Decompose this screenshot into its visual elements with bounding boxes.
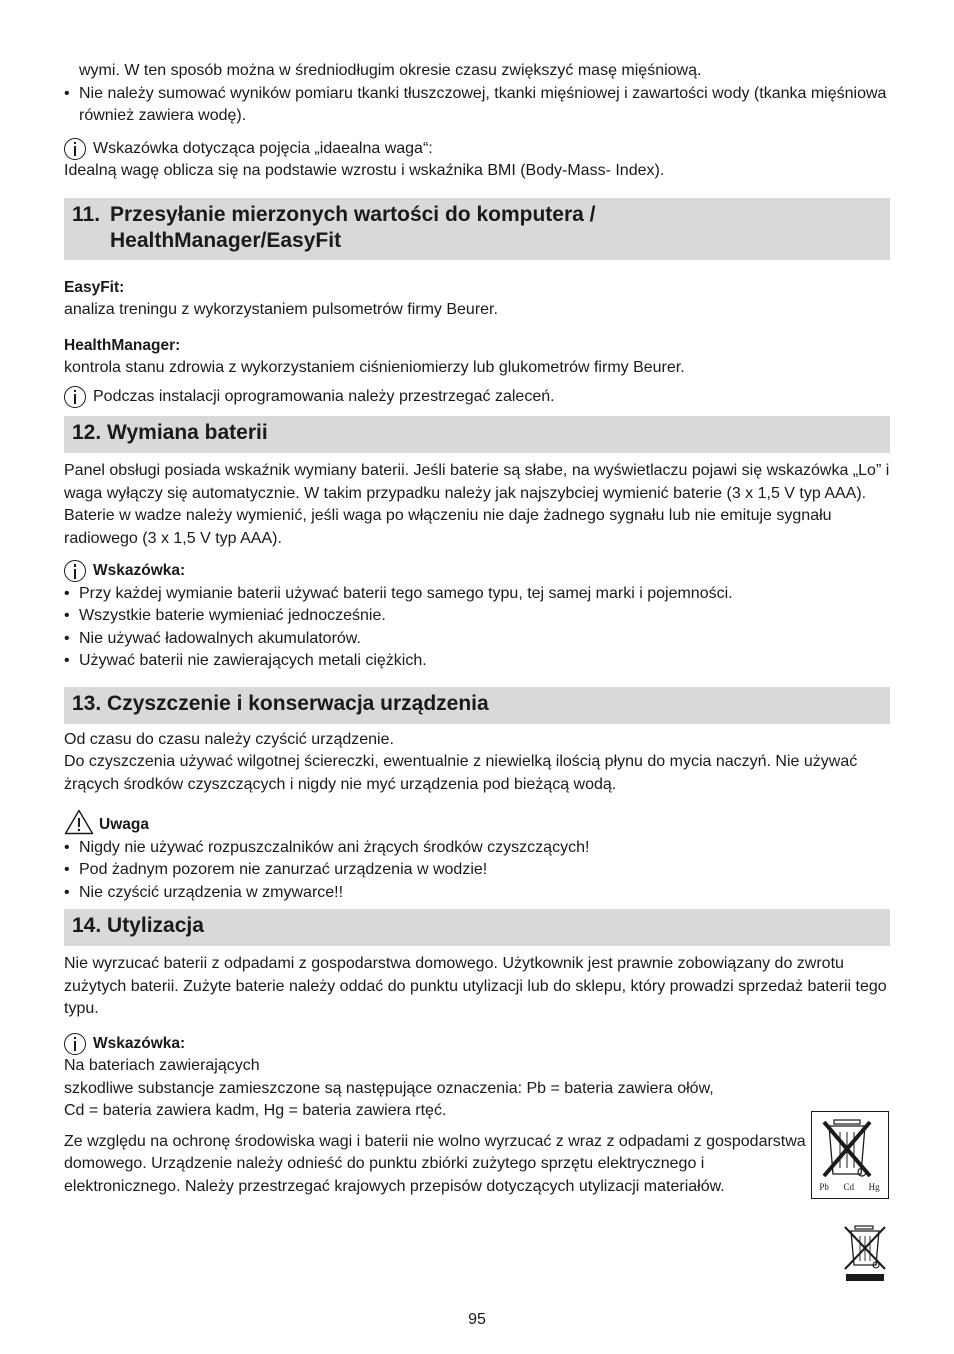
heavy-metal-labels: [812, 1182, 887, 1192]
disposal-note-line1: Na bateriach zawierających: [64, 1057, 260, 1074]
list-item: • Wszystkie baterie wymieniać jednocześnie.: [64, 605, 890, 628]
healthmanager-label: HealthManager:: [64, 336, 181, 354]
hg-label: Hg: [868, 1182, 880, 1192]
section-11-title-line2: HealthManager/EasyFit: [110, 228, 342, 252]
ideal-weight-note-title: Wskazówka dotycząca pojęcia „idaealna waga“:: [93, 139, 433, 157]
easyfit-label: EasyFit:: [64, 278, 125, 296]
disposal-paragraph: Nie wyrzucać baterii z odpadami z gospodarstwa domowego. Użytkownik jest prawnie zobowiązany do zwrotu zużytych baterii. Zużyte baterie należy oddać do punktu utylizacji lub do sklepu, który prowadzi sprzedaż baterii tego typu.: [64, 955, 887, 1017]
cleaning-warning-label: Uwaga: [99, 816, 149, 833]
section-12-heading: 12. Wymiana baterii: [64, 416, 890, 453]
healthmanager-text: kontrola stanu zdrowia z wykorzystaniem ciśnieniomierzy lub glukometrów firmy Beurer.: [64, 359, 685, 376]
cleaning-line1: Od czasu do czasu należy czyścić urządzenie.: [64, 730, 394, 748]
cd-label: Cd: [843, 1182, 855, 1192]
ideal-weight-note-text: Idealną wagę oblicza się na podstawie wzrostu i wskaźnika BMI (Body-Mass- Index).: [64, 162, 665, 179]
intro-bullet: • Nie należy sumować wyników pomiaru tkanki tłuszczowej, tkanki mięśniowej i zawartości wody (tkanka mięśniowa również zawiera wodę).: [64, 83, 890, 128]
disposal-paragraph-2: Ze względu na ochronę środowiska wagi i baterii nie wolno wyrzucać z wraz z odpadami z gospodarstwa domowego. Urządzenie należy odnieść do punktu zbiórki zużytego sprzętu elektrycznego i elektronicznego. Należy przestrzegać krajowych przepisów dotyczących utylizacji materiałów.: [64, 1132, 806, 1195]
disposal-note-label: Wskazówka:: [93, 1034, 186, 1052]
section-14-heading: 14. Utylizacja: [64, 909, 890, 946]
list-item: • Pod żadnym pozorem nie zanurzać urządzenia w wodzie!: [64, 859, 890, 882]
easyfit-text: analiza treningu z wykorzystaniem pulsometrów firmy Beurer.: [64, 301, 498, 318]
info-icon: [64, 138, 86, 160]
software-note-text: Podczas instalacji oprogramowania należy przestrzegać zaleceń.: [93, 387, 555, 405]
warning-icon: [64, 809, 94, 835]
page-number: 95: [468, 1311, 486, 1328]
cleaning-paragraph: Do czyszczenia używać wilgotnej ściereczki, ewentualnie z niewielką ilością płynu do mycia naczyń. Nie używać żrących środków czyszczących i nigdy nie myć urządzenia pod bieżącą wodą.: [64, 753, 858, 793]
disposal-note-line2: szkodliwe substancje zamieszczone są następujące oznaczenia: Pb = bateria zawiera ołów,: [64, 1079, 714, 1097]
ideal-weight-note: [64, 138, 890, 161]
section-11-heading: [64, 198, 890, 260]
list-item: • Nie używać ładowalnych akumulatorów.: [64, 628, 890, 651]
disposal-note: [64, 1033, 890, 1056]
weee-bin-icon: [840, 1221, 890, 1283]
info-icon: [64, 386, 86, 408]
page-content: [64, 60, 890, 1198]
battery-disposal-symbol: [811, 1111, 889, 1199]
cleaning-warning: [64, 808, 890, 837]
section-11-title-line1: Przesyłanie mierzonych wartości do komputera /: [110, 202, 596, 226]
disposal-note-line3: Cd = bateria zawiera kadm, Hg = bateria zawiera rtęć.: [64, 1102, 447, 1119]
battery-paragraph: Panel obsługi posiada wskaźnik wymiany baterii. Jeśli baterie są słabe, na wyświetlaczu pojawi się wskazówka „Lo” i waga wyłączy się automatycznie. W takim przypadku należy jak najszybciej wymienić baterie (3 x 1,5 V typ AAA). Baterie w wadze należy wymienić, jeśli waga po włączeniu nie daje żadnego sygnału lub nie emituje sygnału radiowego (3 x 1,5 V typ AAA).: [64, 462, 890, 547]
section-13-heading: 13. Czyszczenie i konserwacja urządzenia: [64, 687, 890, 724]
battery-note: [64, 560, 890, 583]
list-item: • Używać baterii nie zawierających metali ciężkich.: [64, 650, 890, 673]
list-item: • Nigdy nie używać rozpuszczalników ani żrących środków czyszczących!: [64, 837, 890, 860]
list-item: • Przy każdej wymianie baterii używać baterii tego samego typu, tej samej marki i pojemności.: [64, 583, 890, 606]
info-icon: [64, 1033, 86, 1055]
battery-note-label: Wskazówka:: [93, 562, 186, 579]
list-item: • Nie czyścić urządzenia w zmywarce!!: [64, 882, 890, 905]
pb-label: Pb: [819, 1182, 829, 1192]
intro-line: wymi. W ten sposób można w średniodługim okresie czasu zwiększyć masę mięśniową.: [79, 62, 702, 79]
section-11-number: 11.: [72, 202, 101, 226]
software-note: [64, 386, 890, 409]
info-icon: [64, 560, 86, 582]
